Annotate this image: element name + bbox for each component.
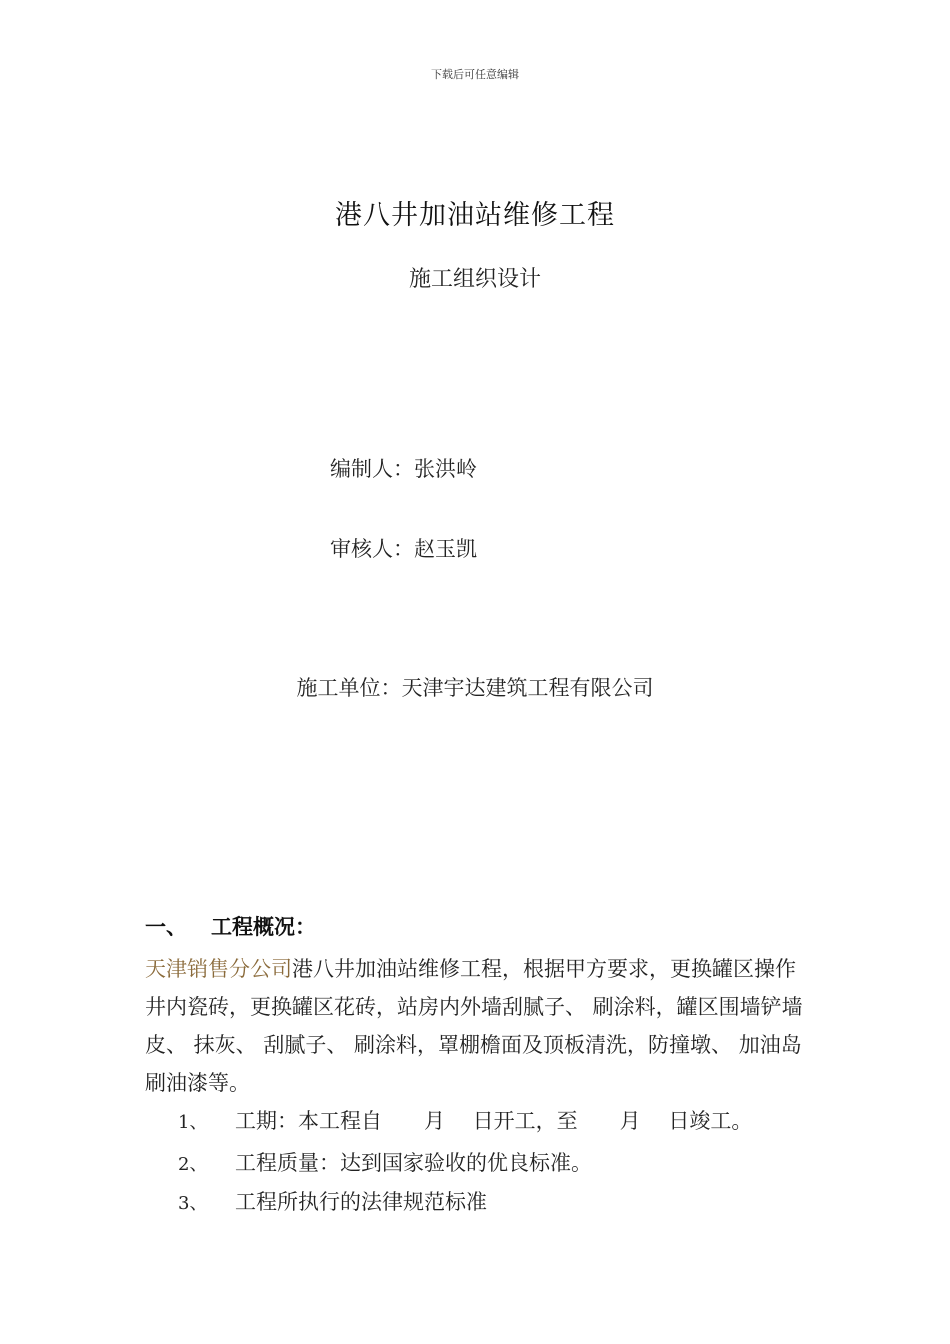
overview-paragraph [145,950,810,1102]
list-item-index: 3、 [178,1193,208,1214]
reviewer-line: 审核人：赵玉凯 [330,537,477,561]
document-subtitle: 施工组织设计 [408,267,541,292]
list-item-quality [178,1147,592,1177]
page-header-note: 下载后可任意编辑 [431,68,519,81]
list-item-text: 工程所执行的法律规范标准 [235,1190,487,1214]
list-item-schedule [178,1105,752,1135]
list-item-standards [178,1186,487,1216]
section-number: 一、 [145,915,187,939]
list-item-text: 工期：本工程自 月 日开工，至 月 日竣工。 [235,1109,753,1133]
company-line: 施工单位：天津宇达建筑工程有限公司 [296,676,654,700]
section-title: 工程概况： [211,915,316,939]
list-item-index: 2、 [178,1154,208,1175]
document-title: 港八井加油站维修工程 [335,200,615,231]
list-item-text: 工程质量：达到国家验收的优良标准。 [235,1151,592,1175]
overview-paragraph-lead: 天津销售分公司 [145,957,292,981]
section-heading [145,911,316,941]
list-item-index: 1、 [178,1112,208,1133]
overview-paragraph-body: 港八井加油站维修工程，根据甲方要求，更换罐区操作井内瓷砖，更换罐区花砖，站房内外墙刮腻子、 刷涂料，罐区围墙铲墙皮、 抹灰、 刮腻子、 刷涂料，罩棚檐面及顶板清洗，防撞墩、 加油岛刷油漆等。 [145,957,803,1095]
editor-line: 编制人：张洪岭 [330,457,477,481]
